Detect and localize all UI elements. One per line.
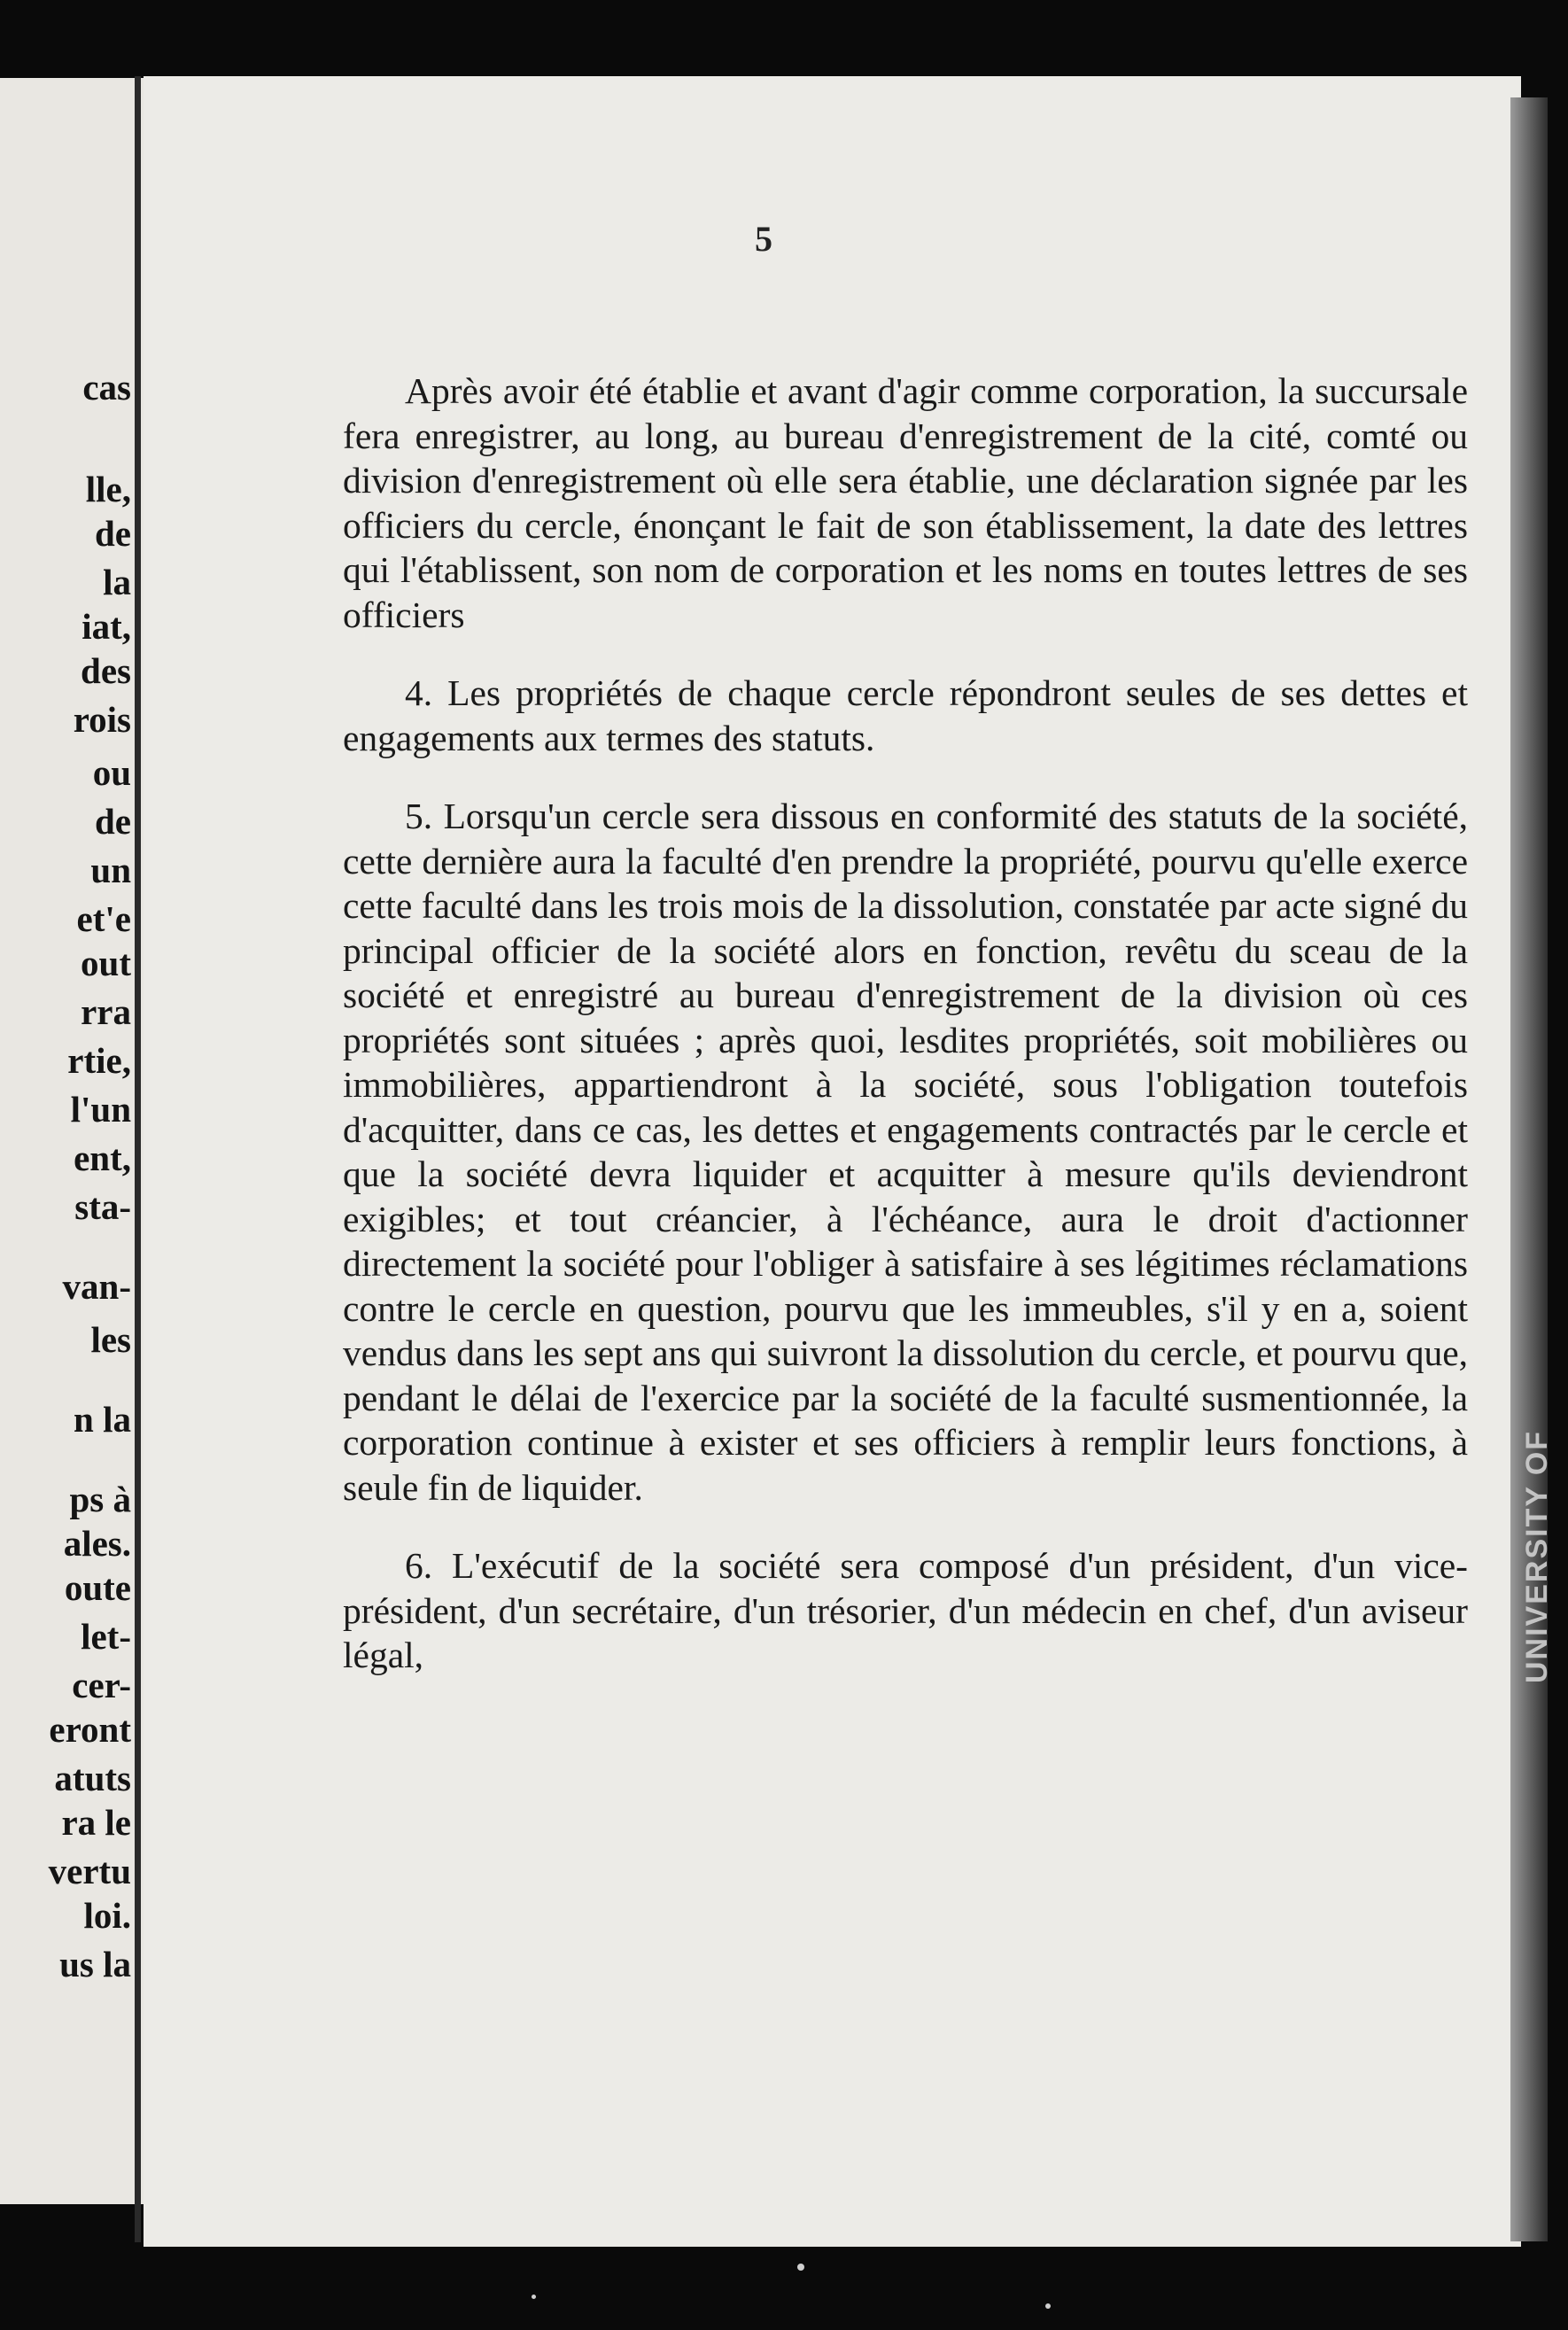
paragraph-5: 5. Lorsqu'un cercle sera dissous en conformité des statuts de la société, cette dernière aura la faculté d'en prendre la propriété, pourvu qu'elle exerce cette faculté dans les trois mois de la dissolution, constatée par acte signé du principal officier de la société alors en fonction, revêtu du sceau de la société et enregistré au bureau d'enregistrement de la division où ces propriétés sont situées ; après quoi, lesdites propriétés, soit mobilières ou immobilières, appartiendront à la société, sous l'obligation toutefois d'acquitter, dans ce cas, les dettes et engagements contractés par le cercle et que la société devra liquider et acquitter à mesure qu'ils deviendront exigibles; et tout créancier, à l'échéance, aura le droit d'actionner directement la société pour l'obliger à satisfaire à ses légitimes réclamations contre le cercle en question, pourvu que les immeubles, s'il y en a, soient vendus dans les sept ans qui suivront la dissolution du cercle, et pourvu que, pendant le délai de l'exercice par la société de la faculté susmentionnée, la corporation continue à exister et ses officiers à remplir leurs fonctions, à seule fin de liquider.: [343, 796, 1468, 1508]
left-page-fragment: van-: [62, 1266, 131, 1307]
left-page-fragment: cer-: [72, 1665, 131, 1705]
left-page-fragment: la: [103, 562, 131, 602]
left-page-fragment: iat,: [82, 606, 131, 647]
left-page-fragment: ou: [92, 752, 131, 793]
left-page-fragment: et'e: [76, 898, 131, 939]
paragraph-6: 6. L'exécutif de la société sera composé d'un président, d'un vice-président, d'un secrétaire, d'un trésorier, d'un médecin en chef, d'un aviseur légal,: [343, 1545, 1468, 1675]
left-page-fragment: ra le: [61, 1802, 131, 1843]
spine-stamp-text: UNIVERSITY OF: [1520, 1429, 1554, 1683]
left-page-fragment: loi.: [83, 1895, 131, 1936]
left-page-fragment: let-: [81, 1616, 131, 1657]
scan-speck: [797, 2264, 804, 2271]
left-page-fragment: l'un: [70, 1089, 131, 1130]
scan-speck: [1045, 2303, 1051, 2309]
paragraph-4: 4. Les propriétés de chaque cercle répondront seules de ses dettes et engagements aux termes des statuts.: [343, 672, 1468, 758]
left-page-fragment: des: [81, 650, 131, 691]
left-page-fragment: cas: [82, 367, 131, 408]
left-page-fragment: ales.: [63, 1523, 131, 1564]
left-page-fragment: un: [90, 850, 131, 890]
left-page-fragment: out: [81, 943, 131, 983]
left-page-fragment: oute: [64, 1567, 131, 1608]
left-page-fragment: les: [90, 1319, 131, 1360]
main-page: [144, 76, 1521, 2247]
left-page-fragment: rois: [73, 699, 131, 740]
left-page-fragment: us la: [59, 1944, 131, 1984]
left-page-fragment: eront: [49, 1709, 131, 1750]
left-page-fragment: de: [95, 801, 131, 842]
left-page-fragment: sta-: [74, 1186, 131, 1227]
left-page-fragment: rtie,: [67, 1040, 131, 1081]
left-page-fragment: rra: [81, 991, 131, 1032]
left-page-fragment: ent,: [74, 1138, 131, 1178]
page-gutter: [135, 76, 141, 2242]
left-page-fragment: de: [95, 513, 131, 554]
scan-speck: [532, 2295, 536, 2299]
left-page-fragment: n la: [74, 1399, 131, 1440]
left-facing-page: [0, 78, 146, 2204]
paragraph-1: Après avoir été établie et avant d'agir comme corporation, la succursale fera enregistrer, au long, au bureau d'enregistrement de la cité, comté ou division d'enregistrement où elle sera établie, une déclaration signée par les officiers du cercle, énonçant le fait de son établissement, la date des lettres qui l'établissent, son nom de corporation et les noms en toutes lettres de ses officiers: [343, 370, 1468, 635]
left-page-fragment: vertu: [48, 1851, 131, 1891]
page-number: 5: [755, 219, 772, 259]
left-page-fragment: atuts: [54, 1758, 131, 1798]
body-text: [343, 369, 1468, 1678]
left-page-fragment: lle,: [85, 469, 131, 509]
left-page-fragment: ps à: [69, 1479, 131, 1519]
